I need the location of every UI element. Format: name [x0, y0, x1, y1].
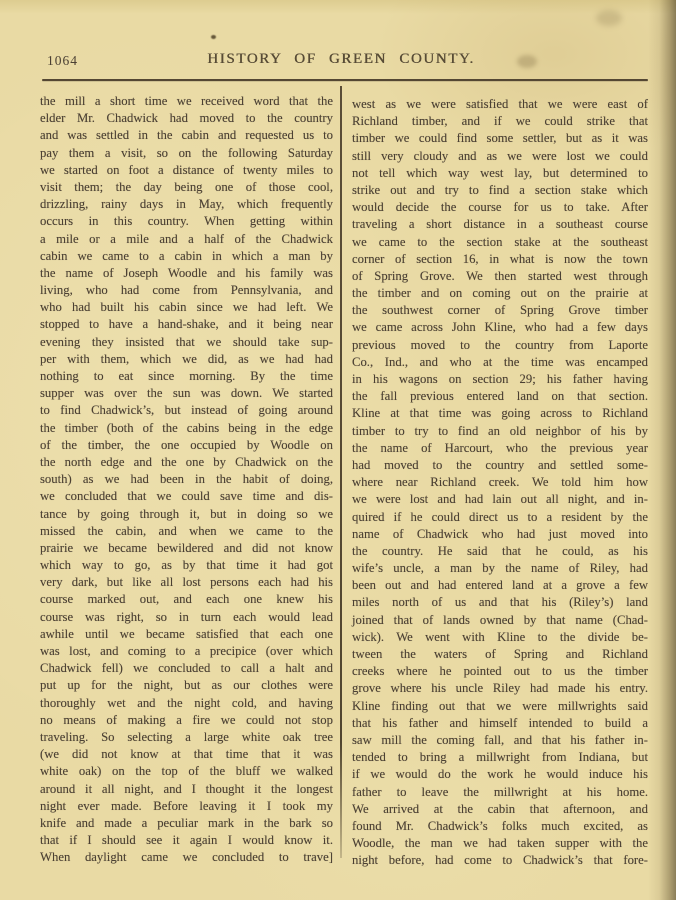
text-line: a mile or a mile and a half of the Chadwick	[40, 231, 333, 246]
text-line: had moved to the country and settled some-	[352, 457, 648, 472]
text-line: saw mill the coming fall, and that his father in-	[352, 732, 648, 747]
text-line: the mill a short time we received word that the	[40, 94, 333, 108]
text-line: we concluded that we could save time and dis-	[40, 489, 333, 504]
text-line: strike out and try to find a section stake which	[352, 182, 648, 197]
text-line: stopped to have a hand-shake, and it being near	[40, 317, 333, 332]
text-line: living, who had come from Pennsylvania, and	[40, 283, 333, 298]
text-line: We arrived at the cabin that afternoon, and	[352, 801, 648, 816]
text-line: we were lost and had lain out all night, and in-	[352, 492, 648, 507]
text-line: traveling a short distance in a southeast course	[352, 217, 648, 232]
text-line: of Spring Grove. We then started west through	[352, 268, 648, 283]
text-line: corner of section 16, in what is now the town	[352, 251, 648, 266]
text-line: wick). We went with Kline to the divide be-	[352, 629, 648, 644]
text-line: pay them a visit, so on the following Saturday	[40, 145, 333, 160]
text-line: where near Richland creek. We told him how	[352, 475, 648, 490]
text-line: the country. He said that he could, as his	[352, 543, 648, 558]
text-line: we came to the section stake at the southeast	[352, 234, 648, 249]
text-line: father to leave the millwright at his home.	[352, 784, 648, 799]
text-line: found Mr. Chadwick’s folks much excited, as	[352, 818, 648, 833]
ink-smudge	[517, 55, 537, 68]
text-line: the timber (both of the cabins being in the edge	[40, 420, 333, 435]
text-line: tended to bring a millwright from Indiana, but	[352, 750, 648, 765]
text-line: creeks where he pointed out to us the timber	[352, 664, 648, 679]
ink-speck	[211, 35, 216, 39]
text-line: around it all night, and I thought it the longest	[40, 781, 333, 796]
text-line: elder Mr. Chadwick had moved to the country	[40, 111, 333, 126]
text-line: grove where his uncle Riley had made his entry.	[352, 681, 648, 696]
text-line: that his father and himself intended to build a	[352, 715, 648, 730]
text-line: quired if he could direct us to a resident by the	[352, 509, 648, 524]
text-line: was lost, and coming to a precipice (over which	[40, 644, 333, 658]
text-line: of the timber, the one occupied by Woodle on	[40, 437, 333, 452]
text-line: white oak) on the top of the bluff we walked	[40, 764, 333, 779]
text-line: tance by going through it, but in doing so we	[40, 506, 333, 521]
text-line: (we did not know at that time that it was	[40, 747, 333, 762]
text-line: we came across John Kline, who had a few days	[352, 320, 648, 335]
text-line: not tell which way west lay, but determined to	[352, 165, 648, 180]
text-line: Richland timber, and if we could strike that	[352, 114, 648, 129]
header-rule	[42, 79, 648, 81]
text-line: Kline at that time was going across to Richland	[352, 406, 648, 421]
text-line: been out and had entered land at a grove a few	[352, 578, 648, 593]
text-line: visit them; the day being one of those cool,	[40, 179, 333, 194]
text-line: per with them, which we did, as we had had	[40, 351, 333, 366]
column-divider	[340, 86, 342, 858]
text-line: to find Chadwick’s, but instead of going around	[40, 403, 333, 418]
text-line: the timber and on coming out on the prairie at	[352, 286, 648, 301]
text-line: knife and made a peculiar mark in the bark so	[40, 815, 333, 830]
text-line: course was right, so in turn each would lead	[40, 609, 333, 624]
text-line: west as we were satisfied that we were east of	[352, 97, 648, 111]
text-line: who had built his cabin since we had left. We	[40, 300, 333, 315]
text-line: the name of Joseph Woodle and his family was	[40, 265, 333, 280]
text-line: the name of Harcourt, who the previous year	[352, 440, 648, 455]
right-column	[352, 96, 648, 869]
text-line: put up for the night, but as our clothes were	[40, 678, 333, 693]
text-line: traveling. So selecting a large white oak tree	[40, 729, 333, 744]
text-line: night before, had come to Chadwick’s that fore-	[352, 853, 648, 868]
text-line: evening they insisted that we should take sup-	[40, 334, 333, 349]
text-line: joined that of lands owned by that name (Chad-	[352, 612, 648, 627]
text-line: thoroughly wet and the night cold, and having	[40, 695, 333, 710]
text-line: timber we could find some settler, but as it was	[352, 131, 648, 146]
text-line: wife’s uncle, a man by the name of Riley, had	[352, 561, 648, 576]
ink-smudge	[596, 10, 622, 26]
text-line: that if I should see it again I would know it.	[40, 833, 333, 848]
text-line: we started on foot a distance of twenty miles to	[40, 162, 333, 177]
text-line: supper was over the sun was down. We started	[40, 386, 333, 401]
text-line: if we would do the work he would induce his	[352, 767, 648, 782]
page-title: HISTORY OF GREEN COUNTY.	[207, 51, 475, 67]
text-line: still very cloudy and as we were lost we could	[352, 148, 648, 163]
text-line: the southwest corner of Spring Grove timber	[352, 303, 648, 318]
page-header	[0, 0, 676, 90]
text-line: When daylight came we concluded to trave]	[40, 850, 333, 865]
text-line: awhile until we became satisfied that each one	[40, 626, 333, 641]
page-number: 1064	[47, 53, 78, 68]
text-line: miles north of us and that his (Riley’s) land	[352, 595, 648, 610]
text-line: very dark, but like all lost persons each had his	[40, 575, 333, 590]
text-line: the fall previous entered land on that section.	[352, 389, 648, 404]
text-columns	[40, 93, 648, 883]
text-line: previous moved to the country from Laporte	[352, 337, 648, 352]
text-line: in his wagons on section 29; his father having	[352, 372, 648, 386]
text-line: no means of making a fire we could not stop	[40, 712, 333, 727]
text-line: Co., Ind., and who at the time was encamped	[352, 354, 648, 369]
page-edge-shadow	[648, 0, 676, 900]
text-line: timber to try to find an old neighbor of his by	[352, 423, 648, 438]
text-line: south) as we had been in the habit of doing,	[40, 472, 333, 487]
text-line: would decide the course for us to take. After	[352, 200, 648, 215]
text-line: missed the cabin, and when we came to the	[40, 523, 333, 538]
text-line: nothing to eat since morning. By the time	[40, 369, 333, 383]
text-line: drizzling, rainy days in May, which frequently	[40, 197, 333, 212]
text-line: night ever made. Before leaving it I took my	[40, 798, 333, 813]
text-line: tween the waters of Spring and Richland	[352, 647, 648, 661]
text-line: Chadwick fell) we concluded to call a halt and	[40, 661, 333, 676]
text-line: occurs in this country. When getting within	[40, 214, 333, 229]
text-line: Woodle, the man we had taken supper with the	[352, 836, 648, 851]
text-line: Kline finding out that we were millwrights said	[352, 698, 648, 713]
text-line: the north edge and the one by Chadwick on the	[40, 454, 333, 469]
text-line: prairie we became bewildered and did not know	[40, 540, 333, 555]
text-line: course marked out, and each one knew his	[40, 592, 333, 607]
text-line: name of Chadwick who had just moved into	[352, 526, 648, 541]
text-line: and was settled in the cabin and requested us to	[40, 128, 333, 143]
left-column	[40, 93, 333, 866]
text-line: which way to go, as by that time it had got	[40, 558, 333, 573]
text-line: cabin we came to a cabin in which a man by	[40, 248, 333, 263]
